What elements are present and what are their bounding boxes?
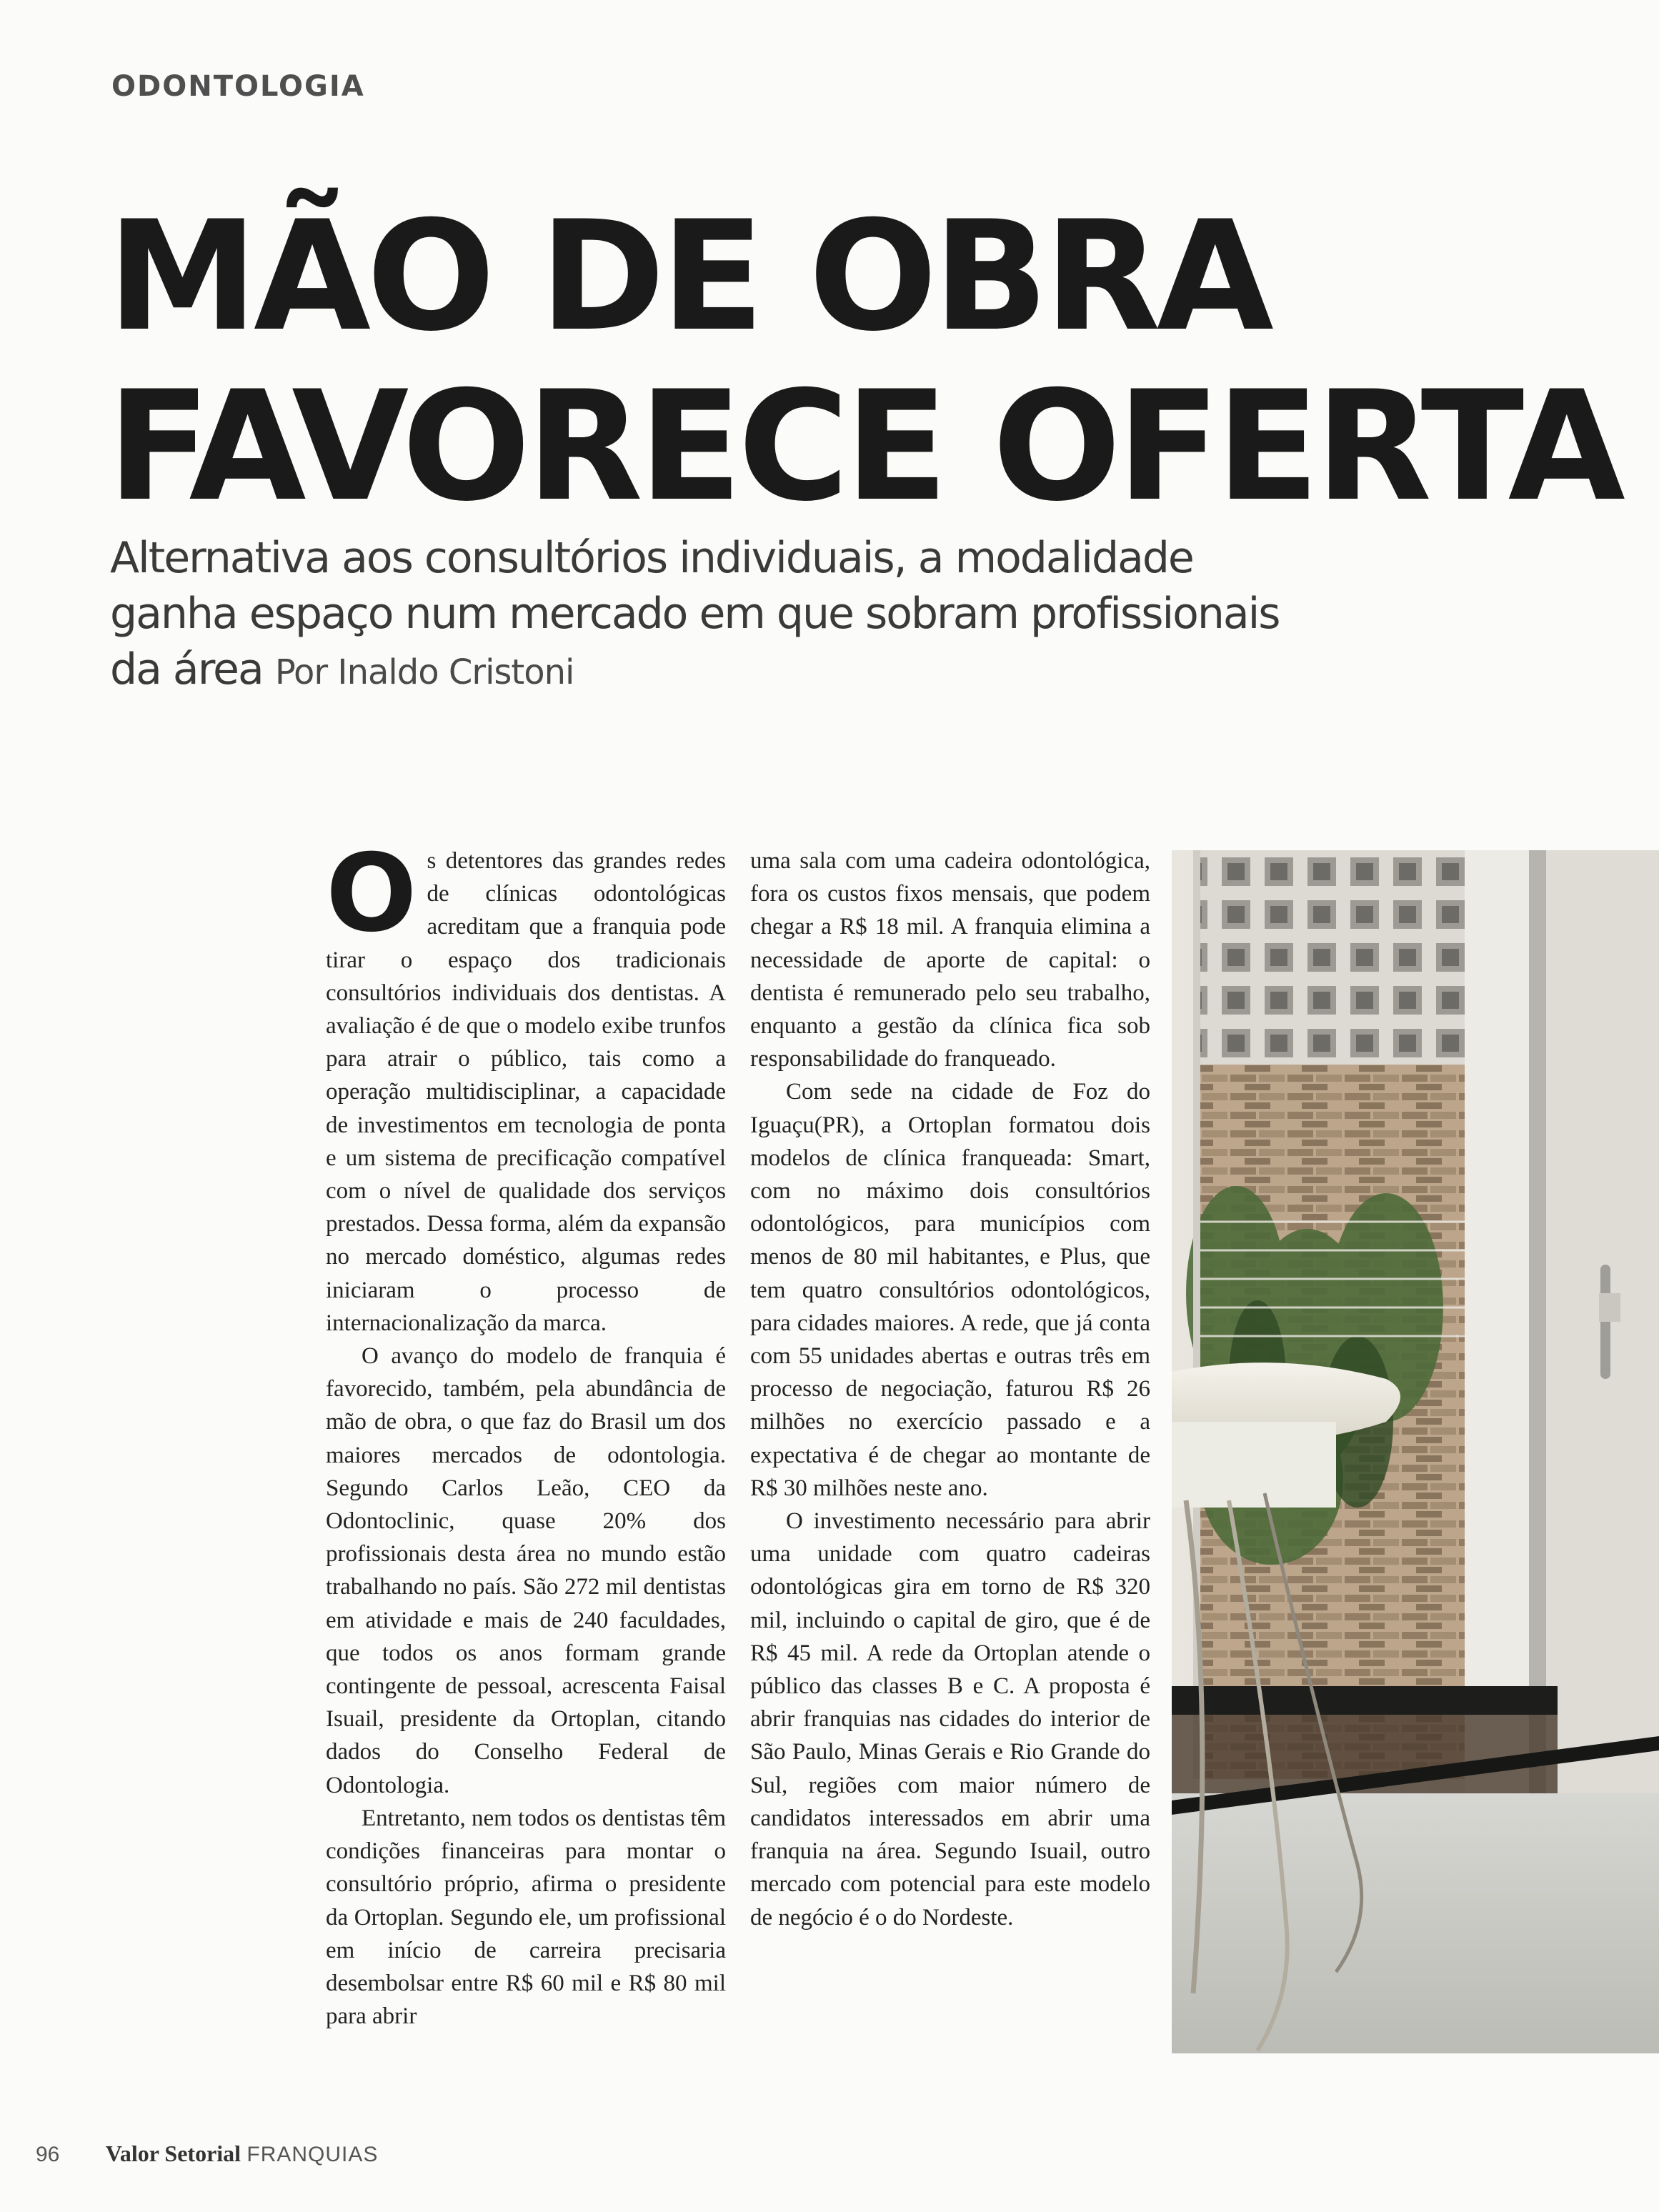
byline: Por Inaldo Cristoni <box>274 652 574 692</box>
paragraph-6: O investimento necessário para abrir uma unidade com quatro cadeiras odontológicas gira em torno de R$ 320 mil, incluindo o capital de giro, que é de R$ 45 mil. A rede da Ortoplan atende o público das classes B e C. A proposta é abrir franquias nas cidades do interior de São Paulo, Minas Gerais e Rio Grande do Sul, regiões com maior número de candidatos interessados em abrir uma franquia na área. Segundo Isuail, outro mercado com potencial para este modelo de negócio é o do Nordeste. <box>750 1508 1150 1930</box>
dental-clinic-photo <box>1172 850 1659 2053</box>
headline-line-2: FAVORECE OFERTA <box>107 358 1621 534</box>
publication-brand: Valor Setorial <box>105 2141 241 2166</box>
section-label: ODONTOLOGIA <box>111 70 365 103</box>
drop-cap: O <box>326 832 417 956</box>
paragraph-3: Entretanto, nem todos os dentistas têm condições financeiras para montar o consultório próprio, afirma o presidente da Ortoplan. Segundo ele, um profissional em início de carreira precisaria desembolsar entre R$ 60 mil e R$ 80 mil para abrir <box>326 1805 726 2030</box>
paragraph-5: Com sede na cidade de Foz do Iguaçu(PR), a Ortoplan formatou dois modelos de clínica franqueada: Smart, com no máximo dois consultórios odontológicos, para municípios com menos de 80 mil habitantes, e Plus, que tem quatro consultórios odontológicos, para cidades maiores. A rede, que já conta com 55 unidades abertas e outras três em processo de negociação, faturou R$ 26 milhões no exercício passado e a expectativa é de chegar ao montante de R$ 30 milhões neste ano. <box>750 1079 1150 1501</box>
deck-line-1: Alternativa aos consultórios individuais, a modalidade <box>110 533 1193 583</box>
photo-illustration <box>1172 850 1659 2053</box>
deck <box>110 530 1468 700</box>
paragraph-2: O avanço do modelo de franquia é favorecido, também, pela abundância de mão de obra, o que faz do Brasil um dos maiores mercados de odontologia. Segundo Carlos Leão, CEO da Odontoclinic, quase 20% dos profissionais desta área no mundo estão trabalhando no país. São 272 mil dentistas em atividade e mais de 240 faculdades, que todos os anos formam grande contingente de pessoal, acrescenta Faisal Isuail, presidente da Ortoplan, citando dados do Conselho Federal de Odontologia. <box>326 1343 726 1798</box>
paragraph-1-text: s detentores das grandes redes de clínicas odontológicas acreditam que a franquia pode tirar o espaço dos tradicionais consultórios individuais dos dentistas. A avaliação é de que o modelo exibe trunfos para atrair o público, tais como a operação multidisciplinar, a capacidade de investimentos em tecnologia de ponta e um sistema de precificação compatível com o nível de qualidade dos serviços prestados. Dessa forma, além da expansão no mercado doméstico, algumas redes iniciaram o processo de internacionalização da marca. <box>326 848 726 1336</box>
paragraph-1 <box>326 832 726 1340</box>
headline <box>107 188 1621 534</box>
deck-line-2: ganha espaço num mercado em que sobram profissionais <box>110 589 1280 639</box>
deck-line-3 <box>110 642 1468 700</box>
deck-line-3-text: da área <box>110 644 263 694</box>
headline-line-1: MÃO DE OBRA <box>107 188 1270 364</box>
page-footer <box>36 2141 378 2167</box>
publication-section: FRANQUIAS <box>246 2143 379 2166</box>
paragraph-4: uma sala com uma cadeira odontológica, fora os custos fixos mensais, que podem chegar a R$ 18 mil. A franquia elimina a necessidade de aporte de capital: o dentista é remunerado pelo seu trabalho, enquanto a gestão da clínica fica sob responsabilidade do franqueado. <box>750 848 1150 1072</box>
page-number: 96 <box>36 2143 60 2166</box>
article-column-2 <box>750 845 1150 1934</box>
article-column-1 <box>326 832 726 2033</box>
